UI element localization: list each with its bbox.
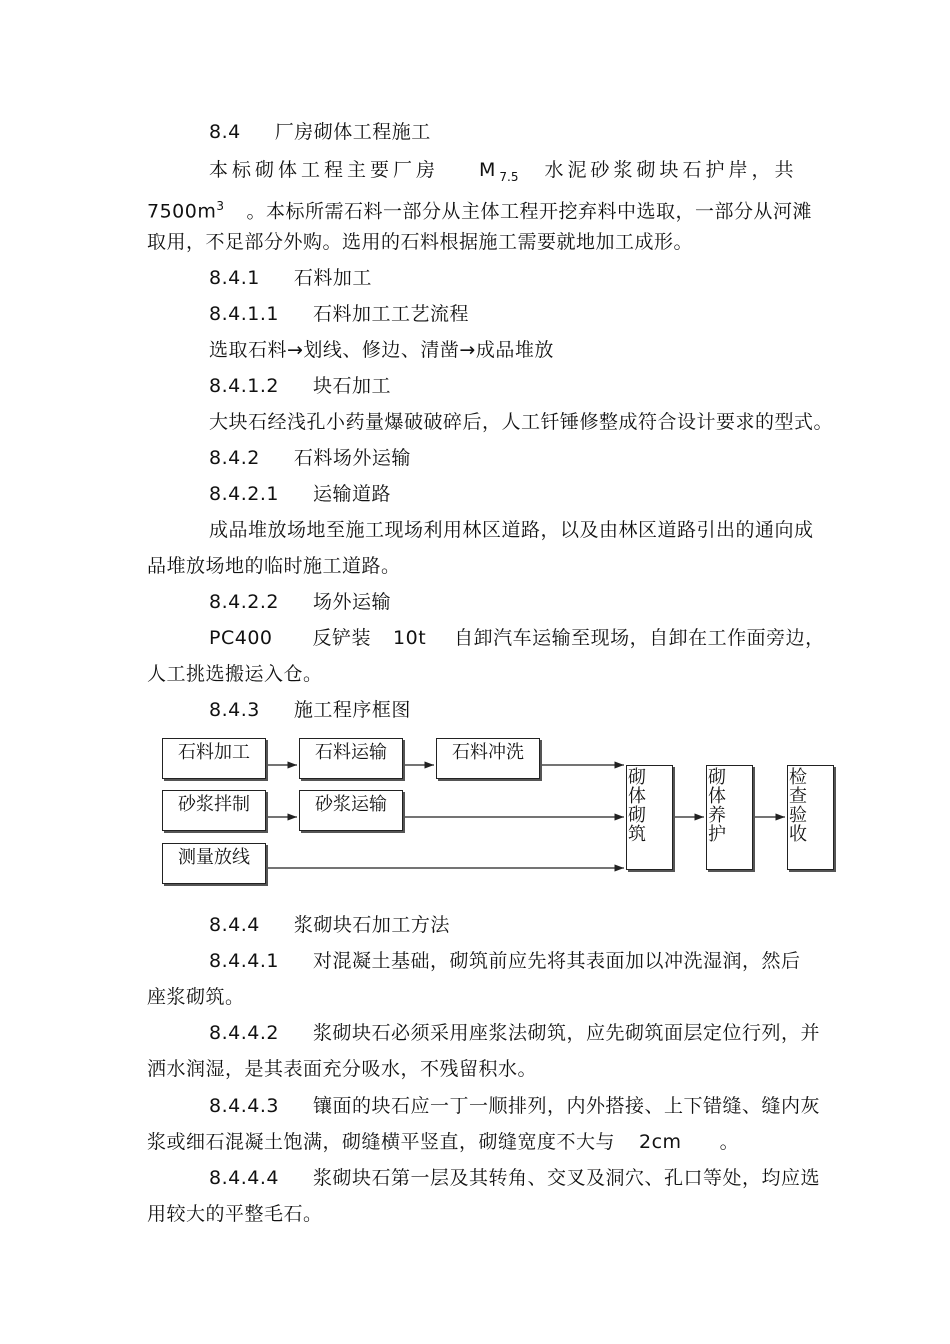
paragraph-line: 8.4.4.1 对混凝土基础，砌筑前应先将其表面加以冲洗湿润，然后 xyxy=(209,950,801,972)
paragraph-line: 本标砌体工程主要厂房 $M_{7.5}$ 水泥砂浆砌块石护岸，共 xyxy=(209,159,798,184)
flow-box-masonry-build xyxy=(626,765,673,870)
paragraph-line: 8.4.4.3 镶面的块石应一丁一顺排列，内外搭接、上下错缝、缝内灰 xyxy=(209,1095,820,1117)
paragraph-line: $7500m^3$ 。本标所需石料一部分从主体工程开挖弃料中选取，一部分从河滩 xyxy=(147,199,813,223)
subsection-heading: 8.4.3 施工程序框图 xyxy=(209,699,411,721)
subsection-heading: 8.4.1 石料加工 xyxy=(209,267,372,289)
paragraph-line: 8.4.4.2 浆砌块石必须采用座浆法砌筑，应先砌筑面层定位行列，并 xyxy=(209,1022,820,1044)
paragraph-line: 选取石料→划线、修边、清凿→成品堆放 xyxy=(209,339,554,361)
paragraph-line: 8.4.4.4 浆砌块石第一层及其转角、交叉及洞穴、孔口等处，均应选 xyxy=(209,1167,820,1189)
section-title: 厂房砌体工程施工 xyxy=(274,121,431,143)
paragraph-line: 人工挑选搬运入仓。 xyxy=(147,663,323,685)
subsection-heading: 8.4.2 石料场外运输 xyxy=(209,447,411,469)
flow-box-stone-processing: 石料加工 xyxy=(162,738,266,779)
flow-box-masonry-curing-label: 砌体养护 xyxy=(708,767,726,845)
subsection-heading: 8.4.1.2 块石加工 xyxy=(209,375,391,397)
flow-box-mortar-transport: 砂浆运输 xyxy=(299,790,403,831)
flow-box-inspection-label: 检查验收 xyxy=(789,767,807,845)
paragraph-line: 品堆放场地的临时施工道路。 xyxy=(147,555,401,577)
flow-box-stone-transport: 石料运输 xyxy=(299,738,403,779)
subsection-heading: 8.4.2.1 运输道路 xyxy=(209,483,391,505)
paragraph-line: 座浆砌筑。 xyxy=(147,986,245,1008)
flow-box-inspection xyxy=(787,765,834,870)
subsection-heading: 8.4.1.1 石料加工工艺流程 xyxy=(209,303,469,325)
flow-box-stone-washing: 石料冲洗 xyxy=(436,738,540,779)
subsection-heading: 8.4.4 浆砌块石加工方法 xyxy=(209,914,450,936)
paragraph-line: 成品堆放场地至施工现场利用林区道路，以及由林区道路引出的通向成 xyxy=(209,519,814,541)
paragraph-line: 取用，不足部分外购。选用的石料根据施工需要就地加工成形。 xyxy=(147,231,694,253)
paragraph-line: 大块石经浅孔小药量爆破破碎后，人工钎锤修整成符合设计要求的型式。 xyxy=(209,411,834,433)
paragraph-line: PC400 反铲装 10t 自卸汽车运输至现场，自卸在工作面旁边， xyxy=(209,627,825,649)
paragraph-line: 浆或细石混凝土饱满，砌缝横平竖直，砌缝宽度不大与 2cm 。 xyxy=(147,1131,740,1153)
subsection-heading: 8.4.2.2 场外运输 xyxy=(209,591,391,613)
section-number: 8.4 xyxy=(209,121,241,143)
flow-box-masonry-build-label: 砌体砌筑 xyxy=(628,767,646,845)
flow-box-mortar-mixing: 砂浆拌制 xyxy=(162,790,266,831)
flow-box-masonry-curing xyxy=(706,765,753,870)
paragraph-line: 洒水润湿，是其表面充分吸水，不残留积水。 xyxy=(147,1058,538,1080)
flow-box-survey-layout: 测量放线 xyxy=(162,843,266,884)
paragraph-line: 用较大的平整毛石。 xyxy=(147,1203,323,1225)
